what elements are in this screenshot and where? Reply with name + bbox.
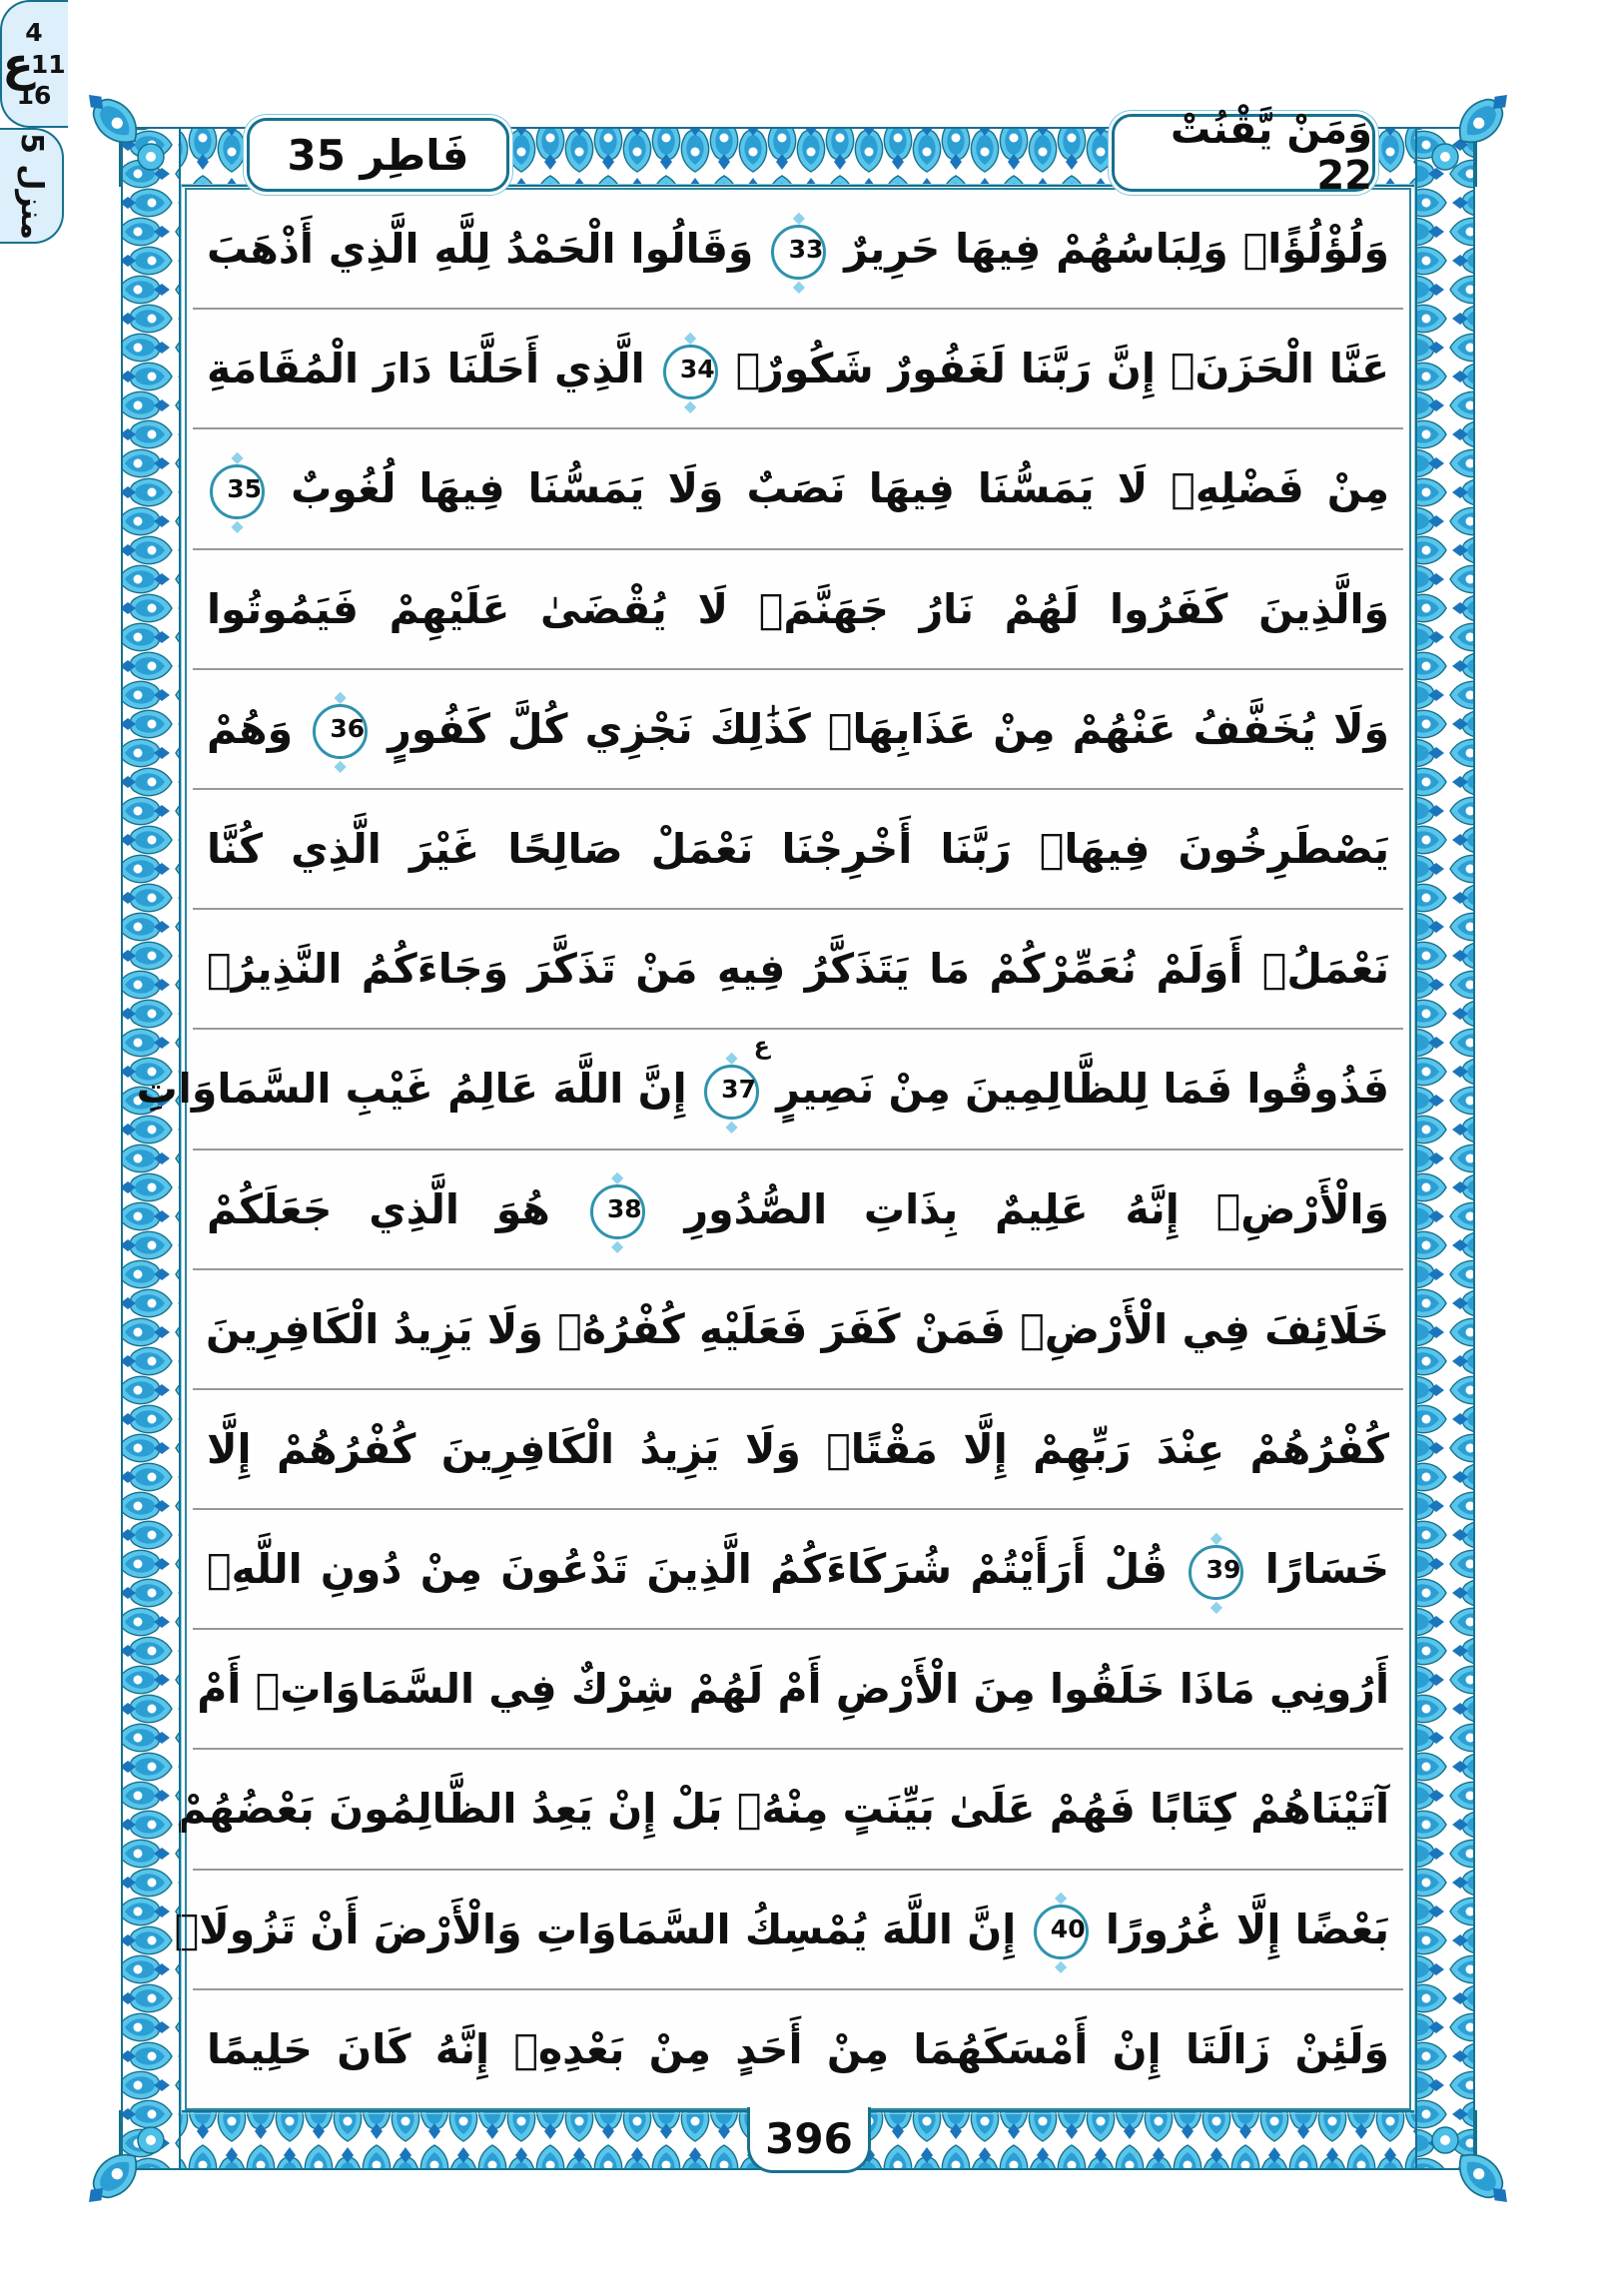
quran-line [193,1390,1403,1510]
ayah-text: فَذُوقُوا فَمَا لِلظَّالِمِينَ مِنْ نَصِيرٍ [776,1065,1389,1114]
ayah-text: قُلْ أَرَأَيْتُمْ شُرَكَاءَكُمُ الَّذِينَ تَدْعُونَ مِنْ دُونِ اللَّهِۖ [207,1545,1169,1594]
ruku-count: 4 [25,18,43,47]
ayah-end-marker: ◆ 39 ◆ [1189,1545,1243,1600]
quran-line [136,1030,1403,1149]
quran-line [193,670,1403,790]
quran-line [193,429,1403,549]
quran-line [193,1270,1403,1390]
ayah-end-marker: ◆ 37 ع ◆ [704,1065,759,1120]
quran-line [193,310,1403,429]
manzil-label: منزل 5 [13,132,49,240]
border-right-band [1416,128,1474,2169]
ayah-text: أَرُونِي مَاذَا خَلَقُوا مِنَ الْأَرْضِ أَمْ لَهُمْ شِرْكٌ فِي السَّمَاوَاتِۚ أَمْ [197,1665,1389,1714]
ruku-sign-icon: ع [753,1031,770,1060]
juz-name-tab [1112,107,1375,199]
ayah-text: يَصْطَرِخُونَ فِيهَاۚ رَبَّنَا أَخْرِجْنَا نَعْمَلْ صَالِحًا غَيْرَ الَّذِي كُنَّا [207,824,1389,873]
ayah-text: خَسَارًا [1264,1545,1390,1594]
ayah-end-marker: ◆ 34 ◆ [663,345,718,399]
ayah-text: آتَيْنَاهُمْ كِتَابًا فَهُمْ عَلَىٰ بَيِّنَتٍ مِنْهُۚ بَلْ إِنْ يَعِدُ الظَّالِمُونَ بَعْضُهُمْ [176,1785,1389,1834]
ayah-text: كُفْرُهُمْ عِنْدَ رَبِّهِمْ إِلَّا مَقْتًاۖ وَلَا يَزِيدُ الْكَافِرِينَ كُفْرُهُمْ إِلَّا [207,1424,1389,1473]
ayah-end-marker: ◆ 33 ◆ [771,225,826,280]
border-left-band [122,128,180,2169]
ayah-text: الَّذِي أَحَلَّنَا دَارَ الْمُقَامَةِ [207,345,645,393]
quran-line [193,1630,1403,1750]
ayah-text: وَهُمْ [207,704,294,753]
quran-line [193,1990,1403,2108]
ayah-end-marker: ◆ 40 ◆ [1034,1905,1089,1959]
text-panel [136,188,1411,2110]
ain-ruku-icon: ع [2,37,34,91]
ayah-text: وَقَالُوا الْحَمْدُ لِلَّهِ الَّذِي أَذْهَبَ [207,225,754,273]
quran-line [176,1750,1403,1870]
quran-line [193,790,1403,910]
page-number: 396 [765,2114,853,2163]
ayah-text: وَلَا يُخَفَّفُ عَنْهُمْ مِنْ عَذَابِهَاۚ كَذَٰلِكَ نَجْزِي كُلَّ كَفُورٍ [388,704,1390,753]
ayah-text: وَلَئِنْ زَالَتَا إِنْ أَمْسَكَهُمَا مِنْ أَحَدٍ مِنْ بَعْدِهِۚ إِنَّهُ كَانَ حَلِيمًا [207,2024,1389,2073]
ayah-text: إِنَّ اللَّهَ عَالِمُ غَيْبِ السَّمَاوَاتِ [136,1065,687,1114]
ayah-text: وَالَّذِينَ كَفَرُوا لَهُمْ نَارُ جَهَنَّمَۚ لَا يُقْضَىٰ عَلَيْهِمْ فَيَمُوتُوا [207,584,1389,633]
ayah-text: وَالْأَرْضِۚ إِنَّهُ عَلِيمٌ بِذَاتِ الصُّدُورِ [684,1184,1390,1233]
quran-line [193,550,1403,670]
quran-line [193,910,1403,1030]
ayah-text: بَعْضًا إِلَّا غُرُورًا [1105,1905,1389,1953]
juz-name-label: وَمَنْ يَّقْنُتْ 22 [1170,107,1372,199]
ayah-text: عَنَّا الْحَزَنَۖ إِنَّ رَبَّنَا لَغَفُورٌ شَكُورٌۙ [735,345,1389,393]
quran-line [193,1510,1403,1630]
ayah-text: هُوَ الَّذِي جَعَلَكُمْ [207,1184,550,1233]
quran-line [193,190,1403,310]
ayah-text: مِنْ فَضْلِهِۚ لَا يَمَسُّنَا فِيهَا نَصَبٌ وَلَا يَمَسُّنَا فِيهَا لُغُوبٌ [291,464,1390,513]
ayah-text: إِنَّ اللَّهَ يُمْسِكُ السَّمَاوَاتِ وَالْأَرْضَ أَنْ تَزُولَاۚ [174,1905,1017,1953]
ayah-end-marker: ◆ 35 ◆ [210,464,265,519]
ayah-end-marker: ◆ 36 ◆ [313,704,368,759]
ayah-text: خَلَائِفَ فِي الْأَرْضِۚ فَمَنْ كَفَرَ فَعَلَيْهِ كُفْرُهُۖ وَلَا يَزِيدُ الْكَافِرِينَ [205,1304,1389,1353]
ruku-number: 11 [30,49,66,79]
quran-line [193,1150,1403,1270]
ayah-text: وَلُؤْلُؤًاۖ وَلِبَاسُهُمْ فِيهَا حَرِيرٌ [844,225,1389,273]
surah-name-tab [247,118,509,192]
ayah-end-marker: ◆ 38 ◆ [590,1184,645,1239]
page-number-tab [747,2107,871,2173]
surah-name-label: فَاطِر 35 [287,130,469,180]
ruku-ayah-count: 16 [16,81,52,110]
ayah-text: نَعْمَلُۚ أَوَلَمْ نُعَمِّرْكُمْ مَا يَتَذَكَّرُ فِيهِ مَنْ تَذَكَّرَ وَجَاءَكُمُ النَّذِيرُۖ [207,945,1389,994]
quran-line [174,1871,1403,1990]
